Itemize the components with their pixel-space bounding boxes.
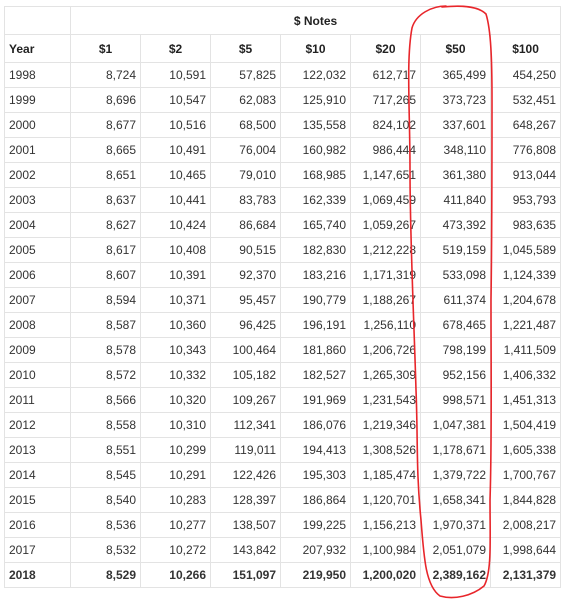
cell-col-10: 190,779 [281, 288, 351, 313]
cell-col-100: 1,844,828 [491, 488, 561, 513]
column-header-10[interactable]: $10 [281, 35, 351, 63]
cell-year: 2016 [5, 513, 71, 538]
cell-col-5: 86,684 [211, 213, 281, 238]
cell-col-2: 10,310 [141, 413, 211, 438]
table-body [5, 63, 561, 588]
cell-year: 2008 [5, 313, 71, 338]
cell-col-10: 162,339 [281, 188, 351, 213]
cell-col-20: 1,231,543 [351, 388, 421, 413]
cell-col-20: 612,717 [351, 63, 421, 88]
cell-col-1: 8,558 [71, 413, 141, 438]
cell-col-2: 10,343 [141, 338, 211, 363]
cell-col-2: 10,547 [141, 88, 211, 113]
cell-col-1: 8,587 [71, 313, 141, 338]
cell-col-5: 95,457 [211, 288, 281, 313]
cell-col-5: 122,426 [211, 463, 281, 488]
cell-col-10: 182,527 [281, 363, 351, 388]
cell-year: 2018 [5, 563, 71, 588]
cell-col-50: 611,374 [421, 288, 491, 313]
cell-col-2: 10,320 [141, 388, 211, 413]
cell-col-2: 10,283 [141, 488, 211, 513]
cell-col-5: 83,783 [211, 188, 281, 213]
cell-col-100: 1,221,487 [491, 313, 561, 338]
column-header-5[interactable]: $5 [211, 35, 281, 63]
cell-year: 2017 [5, 538, 71, 563]
group-header-notes: $ Notes [71, 7, 561, 35]
cell-col-100: 1,605,338 [491, 438, 561, 463]
cell-col-5: 119,011 [211, 438, 281, 463]
cell-col-1: 8,627 [71, 213, 141, 238]
cell-col-20: 1,185,474 [351, 463, 421, 488]
total-row [5, 563, 561, 588]
cell-year: 2012 [5, 413, 71, 438]
cell-col-50: 411,840 [421, 188, 491, 213]
cell-col-2: 10,391 [141, 263, 211, 288]
column-header-2[interactable]: $2 [141, 35, 211, 63]
cell-col-2: 10,371 [141, 288, 211, 313]
cell-col-100: 2,131,379 [491, 563, 561, 588]
cell-year: 2006 [5, 263, 71, 288]
cell-col-1: 8,594 [71, 288, 141, 313]
cell-col-1: 8,696 [71, 88, 141, 113]
cell-col-20: 1,256,110 [351, 313, 421, 338]
cell-col-2: 10,408 [141, 238, 211, 263]
cell-col-1: 8,665 [71, 138, 141, 163]
cell-year: 2002 [5, 163, 71, 188]
cell-col-50: 678,465 [421, 313, 491, 338]
cell-col-20: 986,444 [351, 138, 421, 163]
cell-col-10: 186,864 [281, 488, 351, 513]
cell-year: 2014 [5, 463, 71, 488]
cell-col-10: 196,191 [281, 313, 351, 338]
cell-col-5: 143,842 [211, 538, 281, 563]
cell-year: 2010 [5, 363, 71, 388]
cell-col-20: 1,100,984 [351, 538, 421, 563]
cell-col-20: 1,188,267 [351, 288, 421, 313]
cell-col-20: 1,200,020 [351, 563, 421, 588]
cell-year: 2005 [5, 238, 71, 263]
cell-col-20: 1,265,309 [351, 363, 421, 388]
cell-col-2: 10,516 [141, 113, 211, 138]
table-row [5, 288, 561, 313]
cell-col-5: 128,397 [211, 488, 281, 513]
notes-table [4, 6, 561, 588]
cell-col-1: 8,540 [71, 488, 141, 513]
table-row [5, 338, 561, 363]
cell-col-50: 1,658,341 [421, 488, 491, 513]
cell-year: 1999 [5, 88, 71, 113]
column-header-year[interactable]: Year [5, 35, 71, 63]
cell-year: 2001 [5, 138, 71, 163]
table-row [5, 163, 561, 188]
cell-col-5: 57,825 [211, 63, 281, 88]
column-header-1[interactable]: $1 [71, 35, 141, 63]
table-row [5, 313, 561, 338]
cell-col-10: 183,216 [281, 263, 351, 288]
cell-col-20: 1,120,701 [351, 488, 421, 513]
cell-col-50: 533,098 [421, 263, 491, 288]
cell-col-5: 76,004 [211, 138, 281, 163]
cell-col-100: 532,451 [491, 88, 561, 113]
cell-year: 1998 [5, 63, 71, 88]
cell-col-50: 2,051,079 [421, 538, 491, 563]
cell-col-2: 10,332 [141, 363, 211, 388]
cell-col-10: 125,910 [281, 88, 351, 113]
cell-col-1: 8,578 [71, 338, 141, 363]
cell-col-1: 8,637 [71, 188, 141, 213]
cell-col-5: 105,182 [211, 363, 281, 388]
cell-col-2: 10,360 [141, 313, 211, 338]
table-row [5, 63, 561, 88]
cell-col-100: 1,406,332 [491, 363, 561, 388]
cell-col-100: 953,793 [491, 188, 561, 213]
cell-col-20: 1,171,319 [351, 263, 421, 288]
cell-col-20: 717,265 [351, 88, 421, 113]
cell-col-20: 1,206,726 [351, 338, 421, 363]
cell-col-100: 913,044 [491, 163, 561, 188]
cell-year: 2000 [5, 113, 71, 138]
table-row [5, 188, 561, 213]
cell-col-20: 1,219,346 [351, 413, 421, 438]
table-row [5, 213, 561, 238]
cell-col-1: 8,536 [71, 513, 141, 538]
cell-col-10: 135,558 [281, 113, 351, 138]
cell-col-10: 160,982 [281, 138, 351, 163]
cell-year: 2013 [5, 438, 71, 463]
cell-col-1: 8,566 [71, 388, 141, 413]
cell-year: 2003 [5, 188, 71, 213]
cell-col-5: 109,267 [211, 388, 281, 413]
cell-col-50: 337,601 [421, 113, 491, 138]
cell-col-1: 8,651 [71, 163, 141, 188]
cell-col-5: 138,507 [211, 513, 281, 538]
cell-col-20: 1,147,651 [351, 163, 421, 188]
cell-col-10: 199,225 [281, 513, 351, 538]
cell-col-20: 1,308,526 [351, 438, 421, 463]
cell-col-5: 96,425 [211, 313, 281, 338]
cell-col-2: 10,291 [141, 463, 211, 488]
column-header-20[interactable]: $20 [351, 35, 421, 63]
table-row [5, 138, 561, 163]
cell-col-50: 1,379,722 [421, 463, 491, 488]
cell-col-10: 165,740 [281, 213, 351, 238]
cell-col-50: 1,970,371 [421, 513, 491, 538]
cell-col-50: 519,159 [421, 238, 491, 263]
table-row [5, 388, 561, 413]
cell-col-5: 79,010 [211, 163, 281, 188]
cell-year: 2007 [5, 288, 71, 313]
cell-col-10: 181,860 [281, 338, 351, 363]
cell-col-50: 348,110 [421, 138, 491, 163]
cell-col-100: 454,250 [491, 63, 561, 88]
cell-col-50: 1,047,381 [421, 413, 491, 438]
cell-col-2: 10,591 [141, 63, 211, 88]
cell-col-100: 776,808 [491, 138, 561, 163]
cell-col-2: 10,424 [141, 213, 211, 238]
cell-col-1: 8,572 [71, 363, 141, 388]
cell-col-100: 1,700,767 [491, 463, 561, 488]
cell-col-10: 182,830 [281, 238, 351, 263]
group-header-row [5, 7, 561, 35]
cell-col-10: 191,969 [281, 388, 351, 413]
cell-col-100: 1,204,678 [491, 288, 561, 313]
cell-col-5: 68,500 [211, 113, 281, 138]
column-header-100[interactable]: $100 [491, 35, 561, 63]
cell-col-50: 952,156 [421, 363, 491, 388]
cell-col-5: 151,097 [211, 563, 281, 588]
cell-col-50: 361,380 [421, 163, 491, 188]
cell-col-50: 365,499 [421, 63, 491, 88]
cell-col-10: 194,413 [281, 438, 351, 463]
cell-col-1: 8,677 [71, 113, 141, 138]
table-row [5, 113, 561, 138]
table-row [5, 538, 561, 563]
cell-col-50: 798,199 [421, 338, 491, 363]
cell-col-1: 8,617 [71, 238, 141, 263]
cell-col-10: 195,303 [281, 463, 351, 488]
cell-col-2: 10,277 [141, 513, 211, 538]
cell-col-1: 8,545 [71, 463, 141, 488]
cell-col-5: 90,515 [211, 238, 281, 263]
cell-col-100: 2,008,217 [491, 513, 561, 538]
cell-col-2: 10,272 [141, 538, 211, 563]
cell-col-100: 648,267 [491, 113, 561, 138]
table-row [5, 263, 561, 288]
table-row [5, 238, 561, 263]
cell-col-50: 473,392 [421, 213, 491, 238]
cell-col-50: 998,571 [421, 388, 491, 413]
cell-col-50: 1,178,671 [421, 438, 491, 463]
cell-col-100: 1,411,509 [491, 338, 561, 363]
cell-col-5: 92,370 [211, 263, 281, 288]
cell-col-100: 983,635 [491, 213, 561, 238]
table-row [5, 463, 561, 488]
cell-col-10: 122,032 [281, 63, 351, 88]
cell-col-10: 168,985 [281, 163, 351, 188]
cell-col-5: 112,341 [211, 413, 281, 438]
cell-col-50: 2,389,162 [421, 563, 491, 588]
cell-col-20: 1,156,213 [351, 513, 421, 538]
cell-col-20: 1,212,228 [351, 238, 421, 263]
cell-col-1: 8,529 [71, 563, 141, 588]
cell-col-10: 207,932 [281, 538, 351, 563]
column-header-row [5, 35, 561, 63]
group-header-spacer [5, 7, 71, 35]
cell-year: 2011 [5, 388, 71, 413]
table-row [5, 413, 561, 438]
cell-col-2: 10,441 [141, 188, 211, 213]
cell-col-100: 1,124,339 [491, 263, 561, 288]
table-row [5, 488, 561, 513]
cell-col-5: 62,083 [211, 88, 281, 113]
cell-col-2: 10,266 [141, 563, 211, 588]
column-header-50[interactable]: $50 [421, 35, 491, 63]
cell-year: 2015 [5, 488, 71, 513]
cell-year: 2004 [5, 213, 71, 238]
cell-col-20: 824,102 [351, 113, 421, 138]
cell-year: 2009 [5, 338, 71, 363]
notes-table-frame [4, 6, 560, 588]
cell-col-1: 8,607 [71, 263, 141, 288]
cell-col-1: 8,551 [71, 438, 141, 463]
cell-col-10: 186,076 [281, 413, 351, 438]
cell-col-100: 1,504,419 [491, 413, 561, 438]
cell-col-5: 100,464 [211, 338, 281, 363]
cell-col-20: 1,069,459 [351, 188, 421, 213]
cell-col-2: 10,299 [141, 438, 211, 463]
cell-col-2: 10,491 [141, 138, 211, 163]
table-row [5, 363, 561, 388]
cell-col-10: 219,950 [281, 563, 351, 588]
cell-col-100: 1,998,644 [491, 538, 561, 563]
cell-col-50: 373,723 [421, 88, 491, 113]
table-row [5, 88, 561, 113]
table-row [5, 438, 561, 463]
cell-col-20: 1,059,267 [351, 213, 421, 238]
cell-col-100: 1,451,313 [491, 388, 561, 413]
cell-col-2: 10,465 [141, 163, 211, 188]
cell-col-1: 8,532 [71, 538, 141, 563]
table-row [5, 513, 561, 538]
cell-col-1: 8,724 [71, 63, 141, 88]
cell-col-100: 1,045,589 [491, 238, 561, 263]
